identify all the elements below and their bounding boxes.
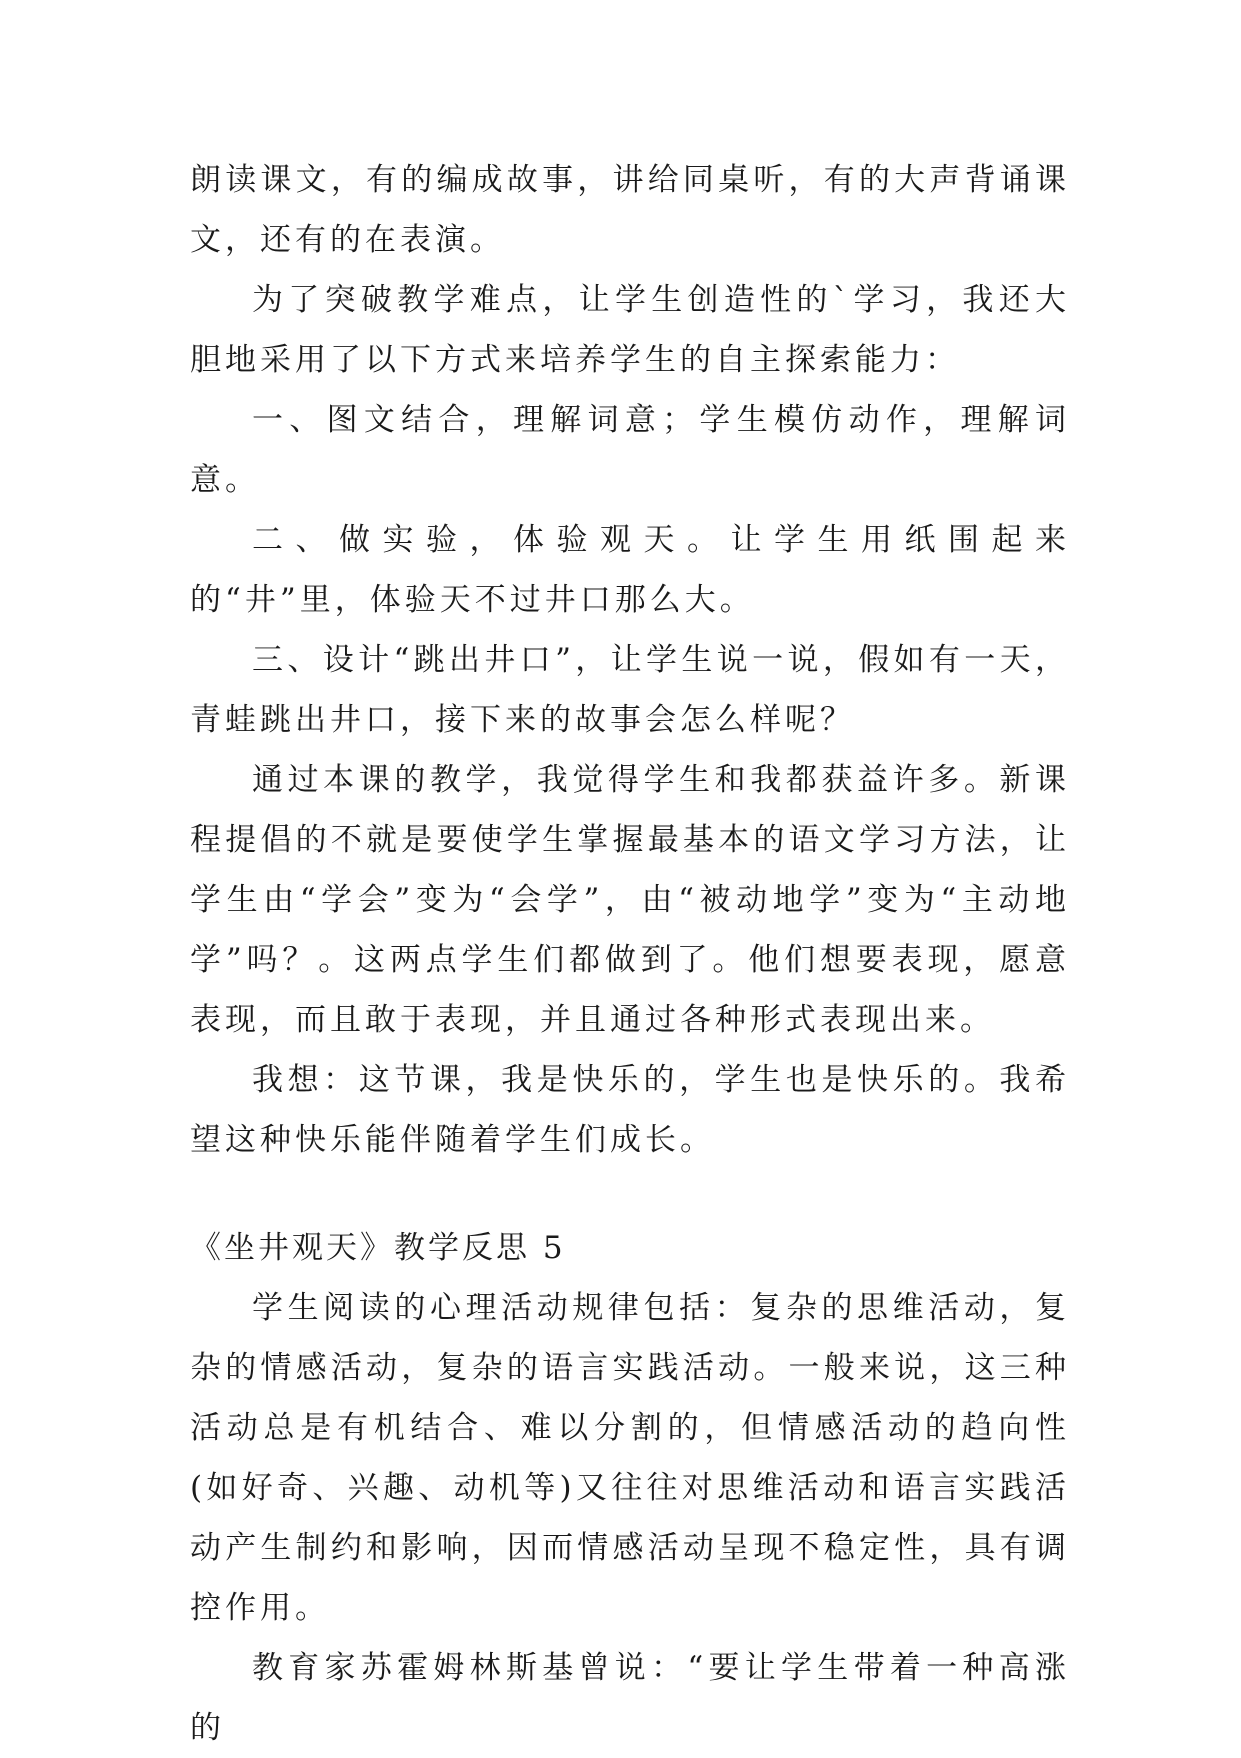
paragraph-conclusion: 我想：这节课，我是快乐的，学生也是快乐的。我希望这种快乐能伴随着学生们成长。: [190, 1062, 1070, 1158]
paragraph-method-three: 三、设计“跳出井口”，让学生说一说，假如有一天，青蛙跳出井口，接下来的故事会怎么样呢？: [190, 642, 1070, 738]
section-spacer: [190, 1170, 1070, 1218]
paragraph-reading-psychology: 学生阅读的心理活动规律包括：复杂的思维活动，复杂的情感活动，复杂的语言实践活动。一般来说，这三种活动总是有机结合、难以分割的，但情感活动的趋向性(如好奇、兴趣、动机等)又往往对思维活动和语言实践活动产生制约和影响，因而情感活动呈现不稳定性，具有调控作用。: [190, 1290, 1070, 1626]
section-heading: 《坐井观天》教学反思 5: [190, 1230, 566, 1266]
paragraph-reflection: 通过本课的教学，我觉得学生和我都获益许多。新课程提倡的不就是要使学生掌握最基本的语文学习方法，让学生由“学会”变为“会学”，由“被动地学”变为“主动地学”吗？。这两点学生们都做到了。他们想要表现，愿意表现，而且敢于表现，并且通过各种形式表现出来。: [190, 762, 1070, 1038]
paragraph-continuation: 朗读课文，有的编成故事，讲给同桌听，有的大声背诵课文，还有的在表演。: [190, 162, 1070, 258]
paragraph-method-one: 一、图文结合，理解词意；学生模仿动作，理解词意。: [190, 402, 1070, 498]
paragraph-method-two: 二、做实验，体验观天。让学生用纸围起来的“井”里，体验天不过井口那么大。: [190, 522, 1070, 618]
document-body: [190, 150, 1070, 1758]
paragraph-breakthrough: 为了突破教学难点，让学生创造性的`学习，我还大胆地采用了以下方式来培养学生的自主探索能力：: [190, 282, 1070, 378]
paragraph-sukhomlinsky-quote: 教育家苏霍姆林斯基曾说：“要让学生带着一种高涨的: [190, 1650, 1070, 1746]
